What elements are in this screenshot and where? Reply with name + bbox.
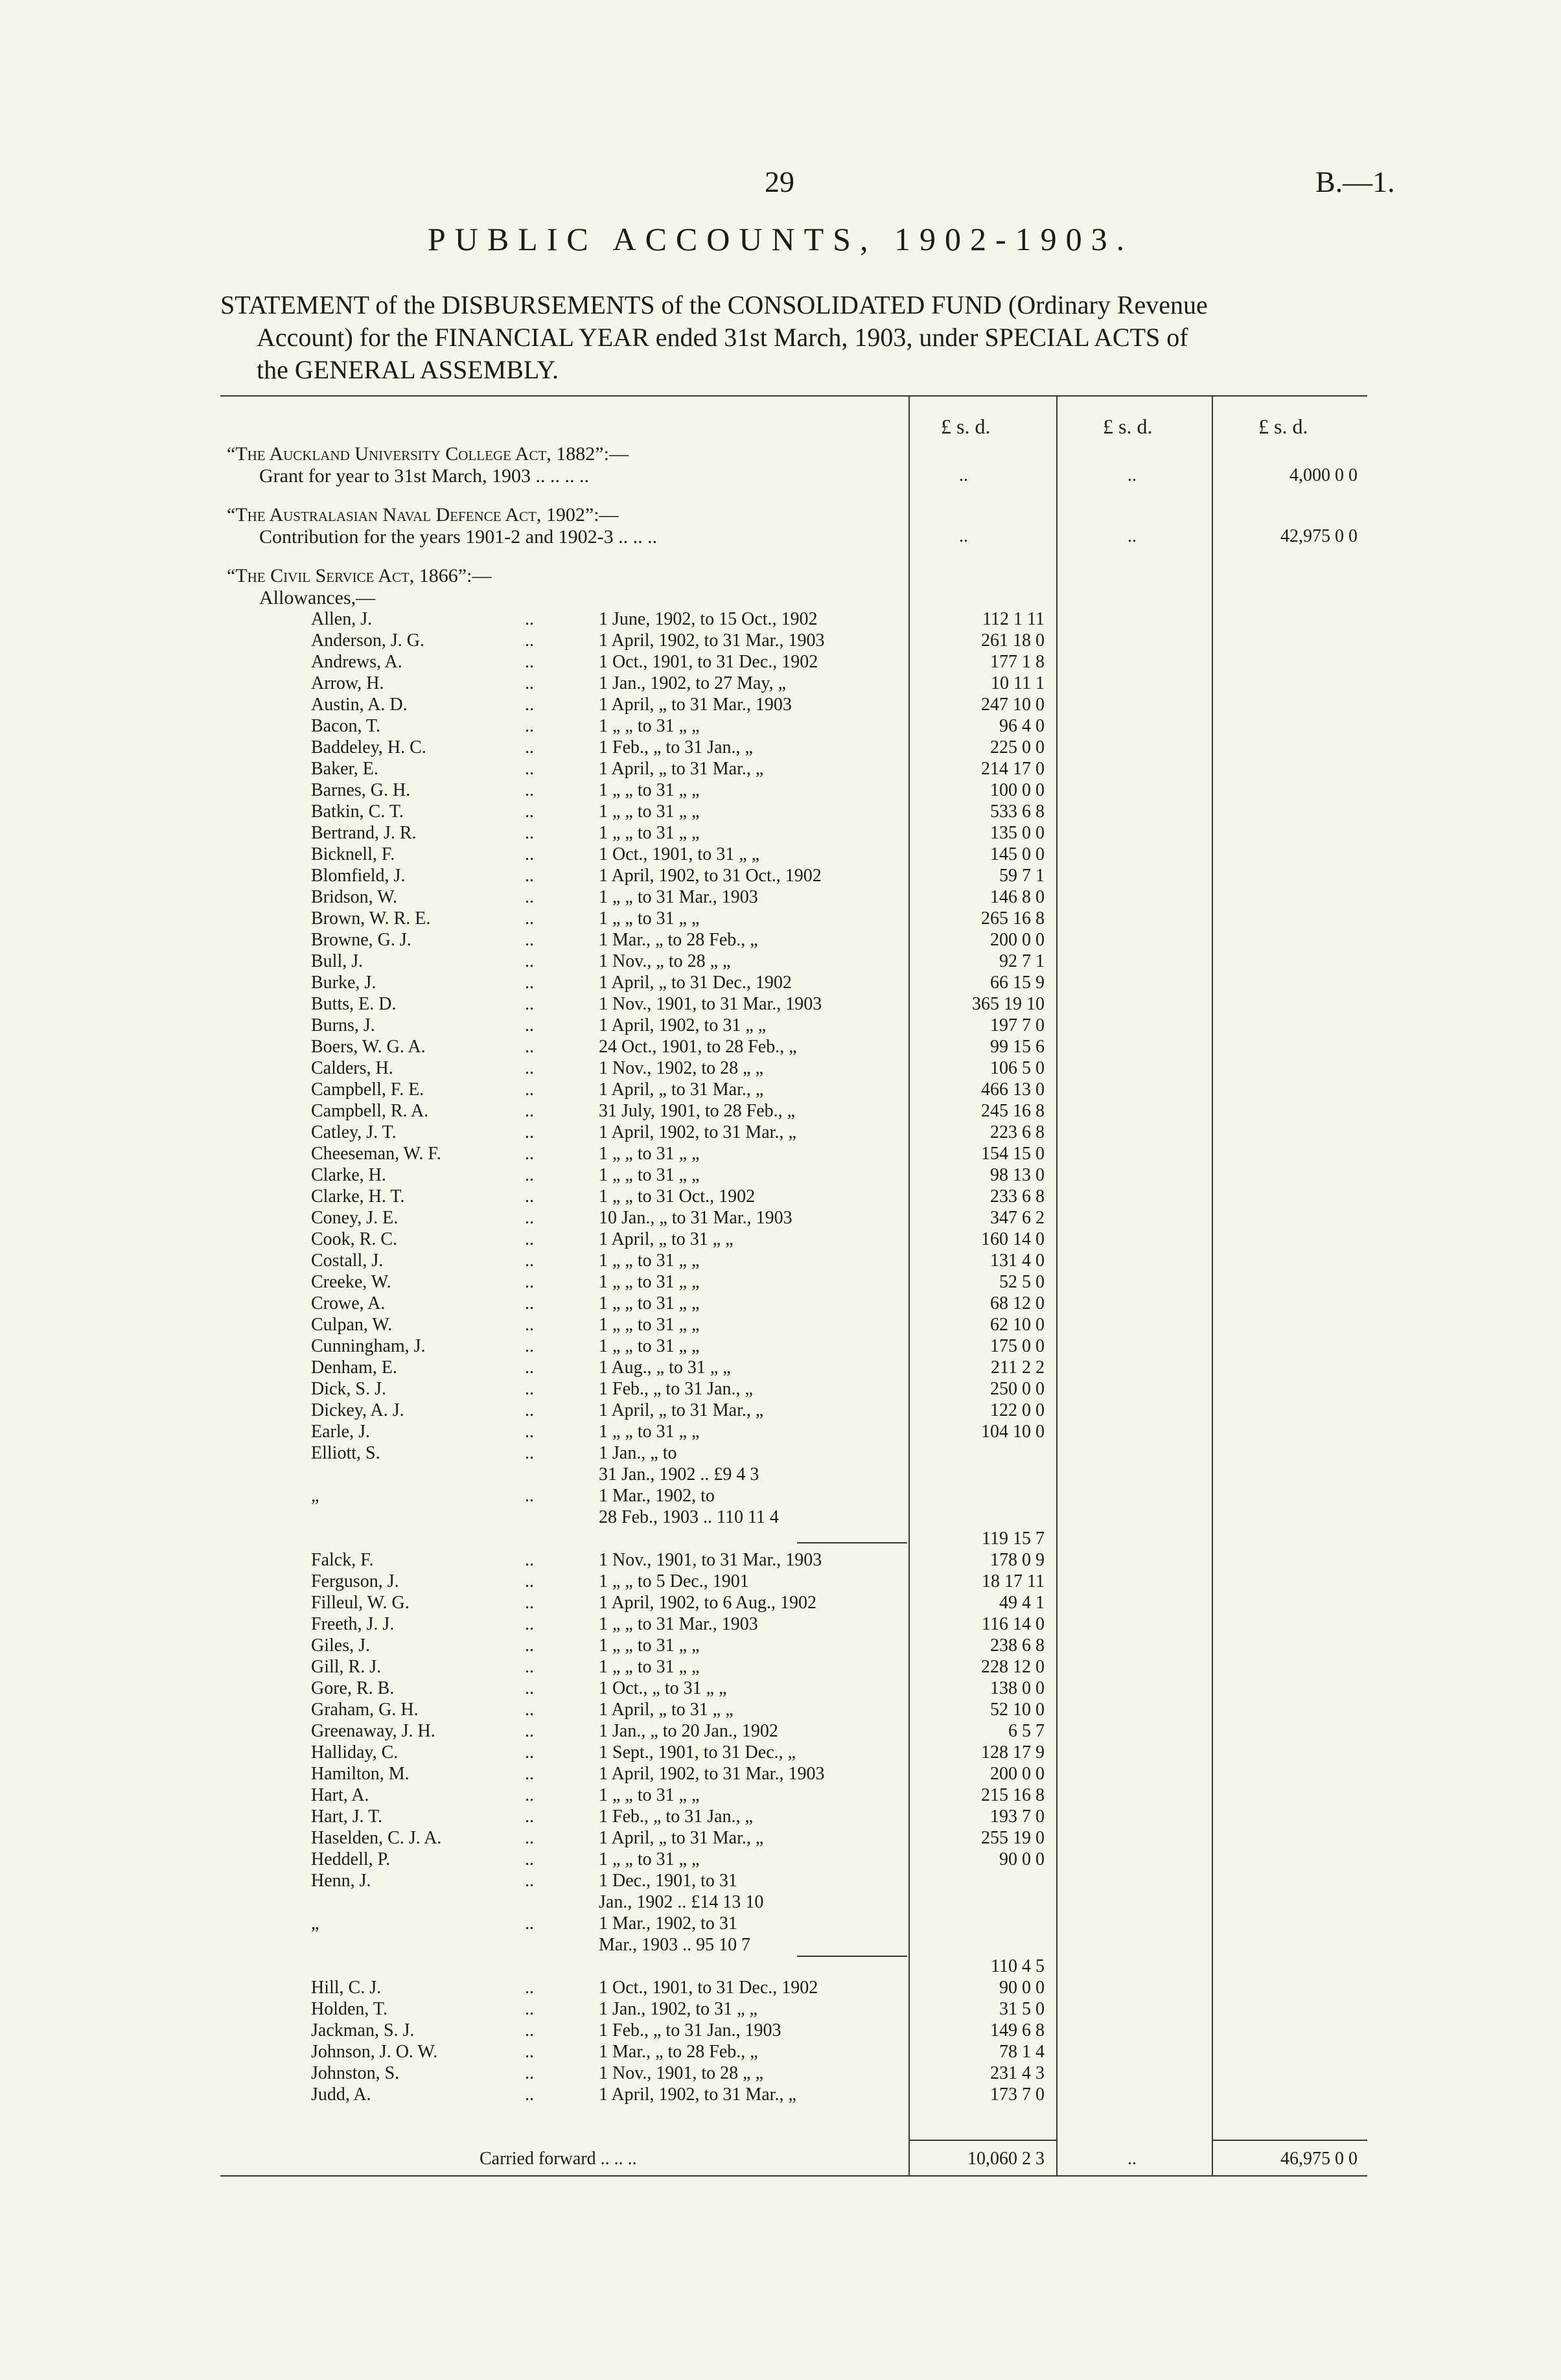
- allowance-period: 1 „ „ to 31 „ „: [599, 1293, 700, 1313]
- allowance-period: 1 April, „ to 31 Mar., „: [599, 759, 764, 779]
- allowance-period: 1 „ „ to 31 „ „: [599, 802, 700, 822]
- naval-act-title: “The Australasian Naval Defence Act, 1902”:—: [227, 504, 619, 526]
- allowance-period: 1 Oct., 1901, to 31 Dec., 1902: [599, 652, 818, 672]
- leader-dots: ..: [525, 1037, 534, 1057]
- leader-dots: ..: [525, 2063, 534, 2083]
- payee-name: Denham, E.: [311, 1358, 397, 1378]
- allowance-period: 1 Feb., „ to 31 Jan., „: [599, 1807, 753, 1827]
- allowance-period: 1 Sept., 1901, to 31 Dec., „: [599, 1742, 796, 1762]
- subtotal-rule: [797, 1542, 907, 1543]
- payee-name: Baker, E.: [311, 759, 378, 779]
- payee-name: Blomfield, J.: [311, 866, 406, 886]
- column-divider: [1056, 397, 1058, 2175]
- allowance-amount: 533 6 8: [990, 802, 1045, 822]
- carried-forward-label: Carried forward .. .. ..: [480, 2149, 637, 2169]
- payee-name: „: [311, 1913, 319, 1934]
- allowance-amount: 365 19 10: [972, 994, 1045, 1014]
- civil-service-act-title: “The Civil Service Act, 1866”:—: [227, 565, 492, 586]
- column-header-2: £ s. d.: [1103, 415, 1153, 438]
- leader-dots: ..: [525, 1871, 534, 1891]
- allowance-period: 1 „ „ to 31 Mar., 1903: [599, 887, 758, 907]
- carried-forward-col3: 46,975 0 0: [1280, 2149, 1358, 2169]
- payee-name: Falck, F.: [311, 1550, 374, 1570]
- allowance-amount: 193 7 0: [990, 1807, 1045, 1827]
- allowance-amount: 173 7 0: [990, 2085, 1045, 2105]
- payee-name: Cunningham, J.: [311, 1336, 426, 1356]
- leader-dots: ..: [525, 1101, 534, 1121]
- payee-name: Allen, J.: [311, 609, 373, 629]
- allowance-amount: 247 10 0: [981, 695, 1045, 715]
- allowance-period: 28 Feb., 1903 .. 110 11 4: [599, 1507, 779, 1527]
- allowance-period: 1 Nov., 1901, to 31 Mar., 1903: [599, 1550, 822, 1570]
- allowance-amount: 128 17 9: [981, 1742, 1045, 1762]
- leader-dots: ..: [525, 1486, 534, 1506]
- allowance-amount: 66 15 9: [990, 973, 1045, 993]
- allowance-period: 31 Jan., 1902 .. £9 4 3: [599, 1464, 759, 1485]
- leader-dots: ..: [525, 1807, 534, 1827]
- auckland-amount: 4,000 0 0: [1289, 465, 1358, 485]
- leader-dots: ..: [525, 2020, 534, 2040]
- allowance-amount: 466 13 0: [981, 1080, 1045, 1100]
- payee-name: Burns, J.: [311, 1015, 375, 1035]
- allowance-period: 1 Oct., 1901, to 31 „ „: [599, 844, 760, 864]
- leader-dots: ..: [525, 1849, 534, 1869]
- leader-dots: ..: [525, 1400, 534, 1420]
- leader-dots: ..: [525, 1700, 534, 1720]
- payee-name: Boers, W. G. A.: [311, 1037, 426, 1057]
- allowance-amount: 135 0 0: [990, 823, 1045, 843]
- statement-line-2: Account) for the FINANCIAL YEAR ended 31st March, 1903, under SPECIAL ACTS of: [257, 323, 1188, 352]
- leader-dots: ..: [525, 780, 534, 800]
- allowance-period: 1 April, „ to 31 „ „: [599, 1700, 734, 1720]
- leader-dots: ..: [525, 1678, 534, 1698]
- allowance-period: 1 „ „ to 31 „ „: [599, 1165, 700, 1185]
- leader-dots: ..: [525, 1614, 534, 1634]
- allowance-amount: 138 0 0: [990, 1678, 1045, 1698]
- allowance-amount: 110 4 5: [991, 1956, 1045, 1976]
- allowance-period: 1 „ „ to 31 „ „: [599, 1849, 700, 1869]
- statement-line-1: STATEMENT of the DISBURSEMENTS of the CONSOLIDATED FUND (Ordinary Revenue: [220, 290, 1208, 319]
- leader-dots: ..: [525, 1080, 534, 1100]
- payee-name: Hart, J. T.: [311, 1807, 383, 1827]
- allowance-amount: 238 6 8: [990, 1635, 1045, 1656]
- allowance-period: 1 Oct., 1901, to 31 Dec., 1902: [599, 1978, 818, 1998]
- payee-name: Greenaway, J. H.: [311, 1721, 435, 1741]
- allowance-amount: 145 0 0: [990, 844, 1045, 864]
- allowance-amount: 149 6 8: [990, 2020, 1045, 2040]
- payee-name: Brown, W. R. E.: [311, 908, 431, 929]
- allowance-period: Jan., 1902 .. £14 13 10: [599, 1892, 764, 1912]
- payee-name: Clarke, H.: [311, 1165, 386, 1185]
- auckland-act-title: “The Auckland University College Act, 1882”:—: [227, 443, 629, 465]
- allowance-amount: 225 0 0: [990, 737, 1045, 757]
- allowance-amount: 59 7 1: [999, 866, 1045, 886]
- allowance-amount: 215 16 8: [981, 1785, 1045, 1805]
- allowance-amount: 49 4 1: [999, 1593, 1045, 1613]
- leader-dots: ..: [525, 1272, 534, 1292]
- leader-dots: ..: [525, 930, 534, 950]
- payee-name: Halliday, C.: [311, 1742, 399, 1762]
- allowance-amount: 90 0 0: [999, 1849, 1045, 1869]
- allowance-period: 1 „ „ to 5 Dec., 1901: [599, 1571, 749, 1591]
- allowance-period: 1 Oct., „ to 31 „ „: [599, 1678, 727, 1698]
- auckland-col1-dots: ..: [959, 465, 968, 485]
- allowance-amount: 200 0 0: [990, 1764, 1045, 1784]
- payee-name: Anderson, J. G.: [311, 630, 424, 651]
- allowance-amount: 116 14 0: [982, 1614, 1045, 1634]
- allowance-amount: 104 10 0: [981, 1422, 1045, 1442]
- allowance-period: 1 June, 1902, to 15 Oct., 1902: [599, 609, 818, 629]
- allowance-period: 1 Jan., „ to: [599, 1443, 677, 1463]
- total-rule: [908, 2140, 1056, 2141]
- leader-dots: ..: [525, 1015, 534, 1035]
- allowance-period: 1 April, „ to 31 „ „: [599, 1229, 734, 1249]
- allowance-amount: 231 4 3: [990, 2063, 1045, 2083]
- leader-dots: ..: [525, 1978, 534, 1998]
- leader-dots: ..: [525, 630, 534, 651]
- leader-dots: ..: [525, 802, 534, 822]
- payee-name: „: [311, 1486, 319, 1506]
- page-title: PUBLIC ACCOUNTS, 1902-1903.: [427, 221, 1134, 257]
- leader-dots: ..: [525, 1336, 534, 1356]
- allowance-amount: 90 0 0: [999, 1978, 1045, 1998]
- allowance-amount: 106 5 0: [990, 1058, 1045, 1078]
- payee-name: Dickey, A. J.: [311, 1400, 404, 1420]
- allowance-amount: 119 15 7: [982, 1529, 1045, 1549]
- leader-dots: ..: [525, 2085, 534, 2105]
- allowance-period: 1 Mar., 1902, to 31: [599, 1913, 737, 1934]
- leader-dots: ..: [525, 1251, 534, 1271]
- leader-dots: ..: [525, 1635, 534, 1656]
- allowance-period: 1 Feb., „ to 31 Jan., 1903: [599, 2020, 781, 2040]
- leader-dots: ..: [525, 1785, 534, 1805]
- leader-dots: ..: [525, 1208, 534, 1228]
- allowance-period: 31 July, 1901, to 28 Feb., „: [599, 1101, 796, 1121]
- allowance-amount: 18 17 11: [982, 1571, 1045, 1591]
- allowance-period: 1 Nov., „ to 28 „ „: [599, 951, 731, 971]
- column-header-3: £ s. d.: [1258, 415, 1308, 438]
- naval-amount: 42,975 0 0: [1280, 526, 1358, 546]
- payee-name: Giles, J.: [311, 1635, 370, 1656]
- leader-dots: ..: [525, 994, 534, 1014]
- allowance-period: 1 „ „ to 31 Oct., 1902: [599, 1186, 756, 1207]
- payee-name: Creeke, W.: [311, 1272, 391, 1292]
- allowance-amount: 261 18 0: [981, 630, 1045, 651]
- allowance-period: 1 „ „ to 31 „ „: [599, 1272, 700, 1292]
- payee-name: Catley, J. T.: [311, 1122, 397, 1142]
- allowance-period: 1 Mar., „ to 28 Feb., „: [599, 2042, 758, 2062]
- allowance-amount: 228 12 0: [981, 1657, 1045, 1677]
- total-rule: [1212, 2140, 1367, 2141]
- payee-name: Johnson, J. O. W.: [311, 2042, 438, 2062]
- leader-dots: ..: [525, 951, 534, 971]
- payee-name: Gill, R. J.: [311, 1657, 382, 1677]
- payee-name: Bacon, T.: [311, 716, 381, 736]
- leader-dots: ..: [525, 2042, 534, 2062]
- payee-name: Bertrand, J. R.: [311, 823, 417, 843]
- leader-dots: ..: [525, 673, 534, 693]
- leader-dots: ..: [525, 1571, 534, 1591]
- allowance-amount: 175 0 0: [990, 1336, 1045, 1356]
- allowance-amount: 100 0 0: [990, 780, 1045, 800]
- payee-name: Calders, H.: [311, 1058, 393, 1078]
- allowance-period: 1 April, 1902, to 31 Oct., 1902: [599, 866, 822, 886]
- payee-name: Elliott, S.: [311, 1443, 380, 1463]
- payee-name: Coney, J. E.: [311, 1208, 399, 1228]
- allowance-amount: 10 11 1: [991, 673, 1045, 693]
- allowance-amount: 6 5 7: [1008, 1721, 1045, 1741]
- leader-dots: ..: [525, 1165, 534, 1185]
- leader-dots: ..: [525, 1443, 534, 1463]
- leader-dots: ..: [525, 1315, 534, 1335]
- payee-name: Heddell, P.: [311, 1849, 391, 1869]
- payee-name: Bridson, W.: [311, 887, 398, 907]
- allowance-period: 1 Dec., 1901, to 31: [599, 1871, 737, 1891]
- leader-dots: ..: [525, 1657, 534, 1677]
- leader-dots: ..: [525, 1913, 534, 1934]
- payee-name: Haselden, C. J. A.: [311, 1828, 442, 1848]
- allowance-period: 1 Mar., 1902, to: [599, 1486, 715, 1506]
- allowance-period: 1 „ „ to 31 „ „: [599, 823, 700, 843]
- leader-dots: ..: [525, 1550, 534, 1570]
- payee-name: Henn, J.: [311, 1871, 371, 1891]
- auckland-col2-dots: ..: [1127, 465, 1137, 485]
- leader-dots: ..: [525, 1058, 534, 1078]
- payee-name: Ferguson, J.: [311, 1571, 399, 1591]
- payee-name: Andrews, A.: [311, 652, 402, 672]
- column-divider: [1212, 397, 1213, 2175]
- allowance-period: 1 April, „ to 31 Mar., „: [599, 1828, 764, 1848]
- disbursements-table: [220, 395, 1367, 2177]
- allowance-amount: 146 8 0: [990, 887, 1045, 907]
- leader-dots: ..: [525, 1742, 534, 1762]
- allowance-period: 1 Nov., 1901, to 28 „ „: [599, 2063, 764, 2083]
- allowance-amount: 131 4 0: [990, 1251, 1045, 1271]
- payee-name: Browne, G. J.: [311, 930, 411, 950]
- allowance-period: 1 April, „ to 31 Mar., 1903: [599, 695, 792, 715]
- allowance-period: 10 Jan., „ to 31 Mar., 1903: [599, 1208, 792, 1228]
- allowance-amount: 154 15 0: [981, 1144, 1045, 1164]
- allowance-period: 1 Jan., „ to 20 Jan., 1902: [599, 1721, 778, 1741]
- allowance-period: 1 Aug., „ to 31 „ „: [599, 1358, 731, 1378]
- allowance-period: 1 Feb., „ to 31 Jan., „: [599, 1379, 753, 1399]
- payee-name: Culpan, W.: [311, 1315, 393, 1335]
- leader-dots: ..: [525, 973, 534, 993]
- allowance-period: 1 Feb., „ to 31 Jan., „: [599, 737, 753, 757]
- payee-name: Hamilton, M.: [311, 1764, 410, 1784]
- allowance-amount: 211 2 2: [991, 1358, 1045, 1378]
- allowance-amount: 233 6 8: [990, 1186, 1045, 1207]
- allowance-period: 1 „ „ to 31 „ „: [599, 1144, 700, 1164]
- allowance-amount: 255 19 0: [981, 1828, 1045, 1848]
- leader-dots: ..: [525, 1828, 534, 1848]
- leader-dots: ..: [525, 1764, 534, 1784]
- allowance-amount: 245 16 8: [981, 1101, 1045, 1121]
- payee-name: Jackman, S. J.: [311, 2020, 415, 2040]
- payee-name: Burke, J.: [311, 973, 376, 993]
- allowance-amount: 112 1 11: [982, 609, 1045, 629]
- leader-dots: ..: [525, 1721, 534, 1741]
- payee-name: Graham, G. H.: [311, 1700, 419, 1720]
- leader-dots: ..: [525, 759, 534, 779]
- allowance-period: 1 „ „ to 31 Mar., 1903: [599, 1614, 758, 1634]
- payee-name: Freeth, J. J.: [311, 1614, 395, 1634]
- allowance-period: 1 April, 1902, to 31 Mar., 1903: [599, 1764, 825, 1784]
- payee-name: Dick, S. J.: [311, 1379, 386, 1399]
- leader-dots: ..: [525, 887, 534, 907]
- allowance-period: Mar., 1903 .. 95 10 7: [599, 1935, 751, 1955]
- leader-dots: ..: [525, 1229, 534, 1249]
- leader-dots: ..: [525, 737, 534, 757]
- payee-name: Johnston, S.: [311, 2063, 400, 2083]
- leader-dots: ..: [525, 1422, 534, 1442]
- leader-dots: ..: [525, 1122, 534, 1142]
- allowance-amount: 178 0 9: [990, 1550, 1045, 1570]
- allowance-amount: 78 1 4: [999, 2042, 1045, 2062]
- payee-name: Hill, C. J.: [311, 1978, 382, 1998]
- naval-col1-dots: ..: [959, 526, 968, 546]
- allowance-amount: 52 5 0: [999, 1272, 1045, 1292]
- leader-dots: ..: [525, 695, 534, 715]
- leader-dots: ..: [525, 652, 534, 672]
- allowance-amount: 92 7 1: [999, 951, 1045, 971]
- allowance-amount: 31 5 0: [999, 1999, 1045, 2019]
- allowance-period: 1 April, 1902, to 6 Aug., 1902: [599, 1593, 817, 1613]
- allowance-period: 24 Oct., 1901, to 28 Feb., „: [599, 1037, 797, 1057]
- naval-col2-dots: ..: [1127, 526, 1137, 546]
- allowance-amount: 99 15 6: [990, 1037, 1045, 1057]
- leader-dots: ..: [525, 609, 534, 629]
- document-reference: B.—1.: [1315, 165, 1395, 198]
- allowance-period: 1 „ „ to 31 „ „: [599, 716, 700, 736]
- allowance-period: 1 April, 1902, to 31 Mar., „: [599, 2085, 796, 2105]
- allowance-period: 1 Mar., „ to 28 Feb., „: [599, 930, 758, 950]
- payee-name: Baddeley, H. C.: [311, 737, 426, 757]
- allowance-period: 1 Jan., 1902, to 31 „ „: [599, 1999, 757, 2019]
- payee-name: Campbell, F. E.: [311, 1080, 424, 1100]
- allowance-amount: 214 17 0: [981, 759, 1045, 779]
- allowance-amount: 223 6 8: [990, 1122, 1045, 1142]
- allowance-period: 1 „ „ to 31 „ „: [599, 1657, 700, 1677]
- leader-dots: ..: [525, 1293, 534, 1313]
- payee-name: Arrow, H.: [311, 673, 384, 693]
- payee-name: Bull, J.: [311, 951, 364, 971]
- allowance-amount: 68 12 0: [990, 1293, 1045, 1313]
- leader-dots: ..: [525, 844, 534, 864]
- allowance-period: 1 April, „ to 31 Dec., 1902: [599, 973, 792, 993]
- statement-line-3: the GENERAL ASSEMBLY.: [257, 355, 559, 384]
- allowance-period: 1 April, 1902, to 31 Mar., 1903: [599, 630, 825, 651]
- payee-name: Barnes, G. H.: [311, 780, 411, 800]
- payee-name: Austin, A. D.: [311, 695, 408, 715]
- leader-dots: ..: [525, 1999, 534, 2019]
- allowance-period: 1 „ „ to 31 „ „: [599, 1422, 700, 1442]
- allowance-period: 1 „ „ to 31 „ „: [599, 908, 700, 929]
- leader-dots: ..: [525, 1144, 534, 1164]
- carried-forward-col2: ..: [1127, 2149, 1137, 2169]
- allowance-period: 1 „ „ to 31 „ „: [599, 780, 700, 800]
- allowance-period: 1 April, „ to 31 Mar., „: [599, 1080, 764, 1100]
- allowance-amount: 177 1 8: [990, 652, 1045, 672]
- allowances-heading: Allowances,—: [259, 587, 376, 608]
- payee-name: Hart, A.: [311, 1785, 369, 1805]
- auckland-grant-line: Grant for year to 31st March, 1903 .. .. .. ..: [259, 465, 590, 487]
- payee-name: Gore, R. B.: [311, 1678, 395, 1698]
- leader-dots: ..: [525, 1186, 534, 1207]
- payee-name: Butts, E. D.: [311, 994, 397, 1014]
- allowance-amount: 52 10 0: [990, 1700, 1045, 1720]
- payee-name: Clarke, H. T.: [311, 1186, 405, 1207]
- naval-contribution-line: Contribution for the years 1901-2 and 1902-3 .. .. ..: [259, 526, 658, 548]
- allowance-period: 1 „ „ to 31 „ „: [599, 1251, 700, 1271]
- payee-name: Crowe, A.: [311, 1293, 386, 1313]
- allowance-amount: 265 16 8: [981, 908, 1045, 929]
- statement-heading: [220, 289, 1374, 386]
- allowance-period: 1 Nov., 1901, to 31 Mar., 1903: [599, 994, 822, 1014]
- allowance-period: 1 April, 1902, to 31 Mar., „: [599, 1122, 796, 1142]
- payee-name: Holden, T.: [311, 1999, 387, 2019]
- leader-dots: ..: [525, 1379, 534, 1399]
- allowance-amount: 122 0 0: [990, 1400, 1045, 1420]
- payee-name: Campbell, R. A.: [311, 1101, 429, 1121]
- leader-dots: ..: [525, 908, 534, 929]
- allowance-period: 1 „ „ to 31 „ „: [599, 1785, 700, 1805]
- payee-name: Cheeseman, W. F.: [311, 1144, 441, 1164]
- allowance-period: 1 „ „ to 31 „ „: [599, 1315, 700, 1335]
- payee-name: Cook, R. C.: [311, 1229, 398, 1249]
- allowance-period: 1 Nov., 1902, to 28 „ „: [599, 1058, 764, 1078]
- allowance-period: 1 „ „ to 31 „ „: [599, 1336, 700, 1356]
- allowance-period: 1 „ „ to 31 „ „: [599, 1635, 700, 1656]
- payee-name: Bicknell, F.: [311, 844, 395, 864]
- allowance-amount: 200 0 0: [990, 930, 1045, 950]
- leader-dots: ..: [525, 823, 534, 843]
- payee-name: Filleul, W. G.: [311, 1593, 410, 1613]
- subtotal-rule: [797, 1956, 907, 1957]
- leader-dots: ..: [525, 716, 534, 736]
- allowance-amount: 197 7 0: [990, 1015, 1045, 1035]
- carried-forward-col1: 10,060 2 3: [967, 2149, 1045, 2169]
- page-number: 29: [765, 165, 794, 198]
- allowance-period: 1 Jan., 1902, to 27 May, „: [599, 673, 787, 693]
- allowance-amount: 160 14 0: [981, 1229, 1045, 1249]
- allowance-amount: 250 0 0: [990, 1379, 1045, 1399]
- allowance-amount: 98 13 0: [990, 1165, 1045, 1185]
- payee-name: Earle, J.: [311, 1422, 370, 1442]
- leader-dots: ..: [525, 1593, 534, 1613]
- allowance-period: 1 April, 1902, to 31 „ „: [599, 1015, 767, 1035]
- payee-name: Judd, A.: [311, 2085, 371, 2105]
- leader-dots: ..: [525, 1358, 534, 1378]
- allowance-amount: 96 4 0: [999, 716, 1045, 736]
- allowance-amount: 347 6 2: [990, 1208, 1045, 1228]
- allowance-amount: 62 10 0: [990, 1315, 1045, 1335]
- allowance-period: 1 April, „ to 31 Mar., „: [599, 1400, 764, 1420]
- column-header-1: £ s. d.: [941, 415, 991, 438]
- payee-name: Costall, J.: [311, 1251, 384, 1271]
- leader-dots: ..: [525, 866, 534, 886]
- payee-name: Batkin, C. T.: [311, 802, 404, 822]
